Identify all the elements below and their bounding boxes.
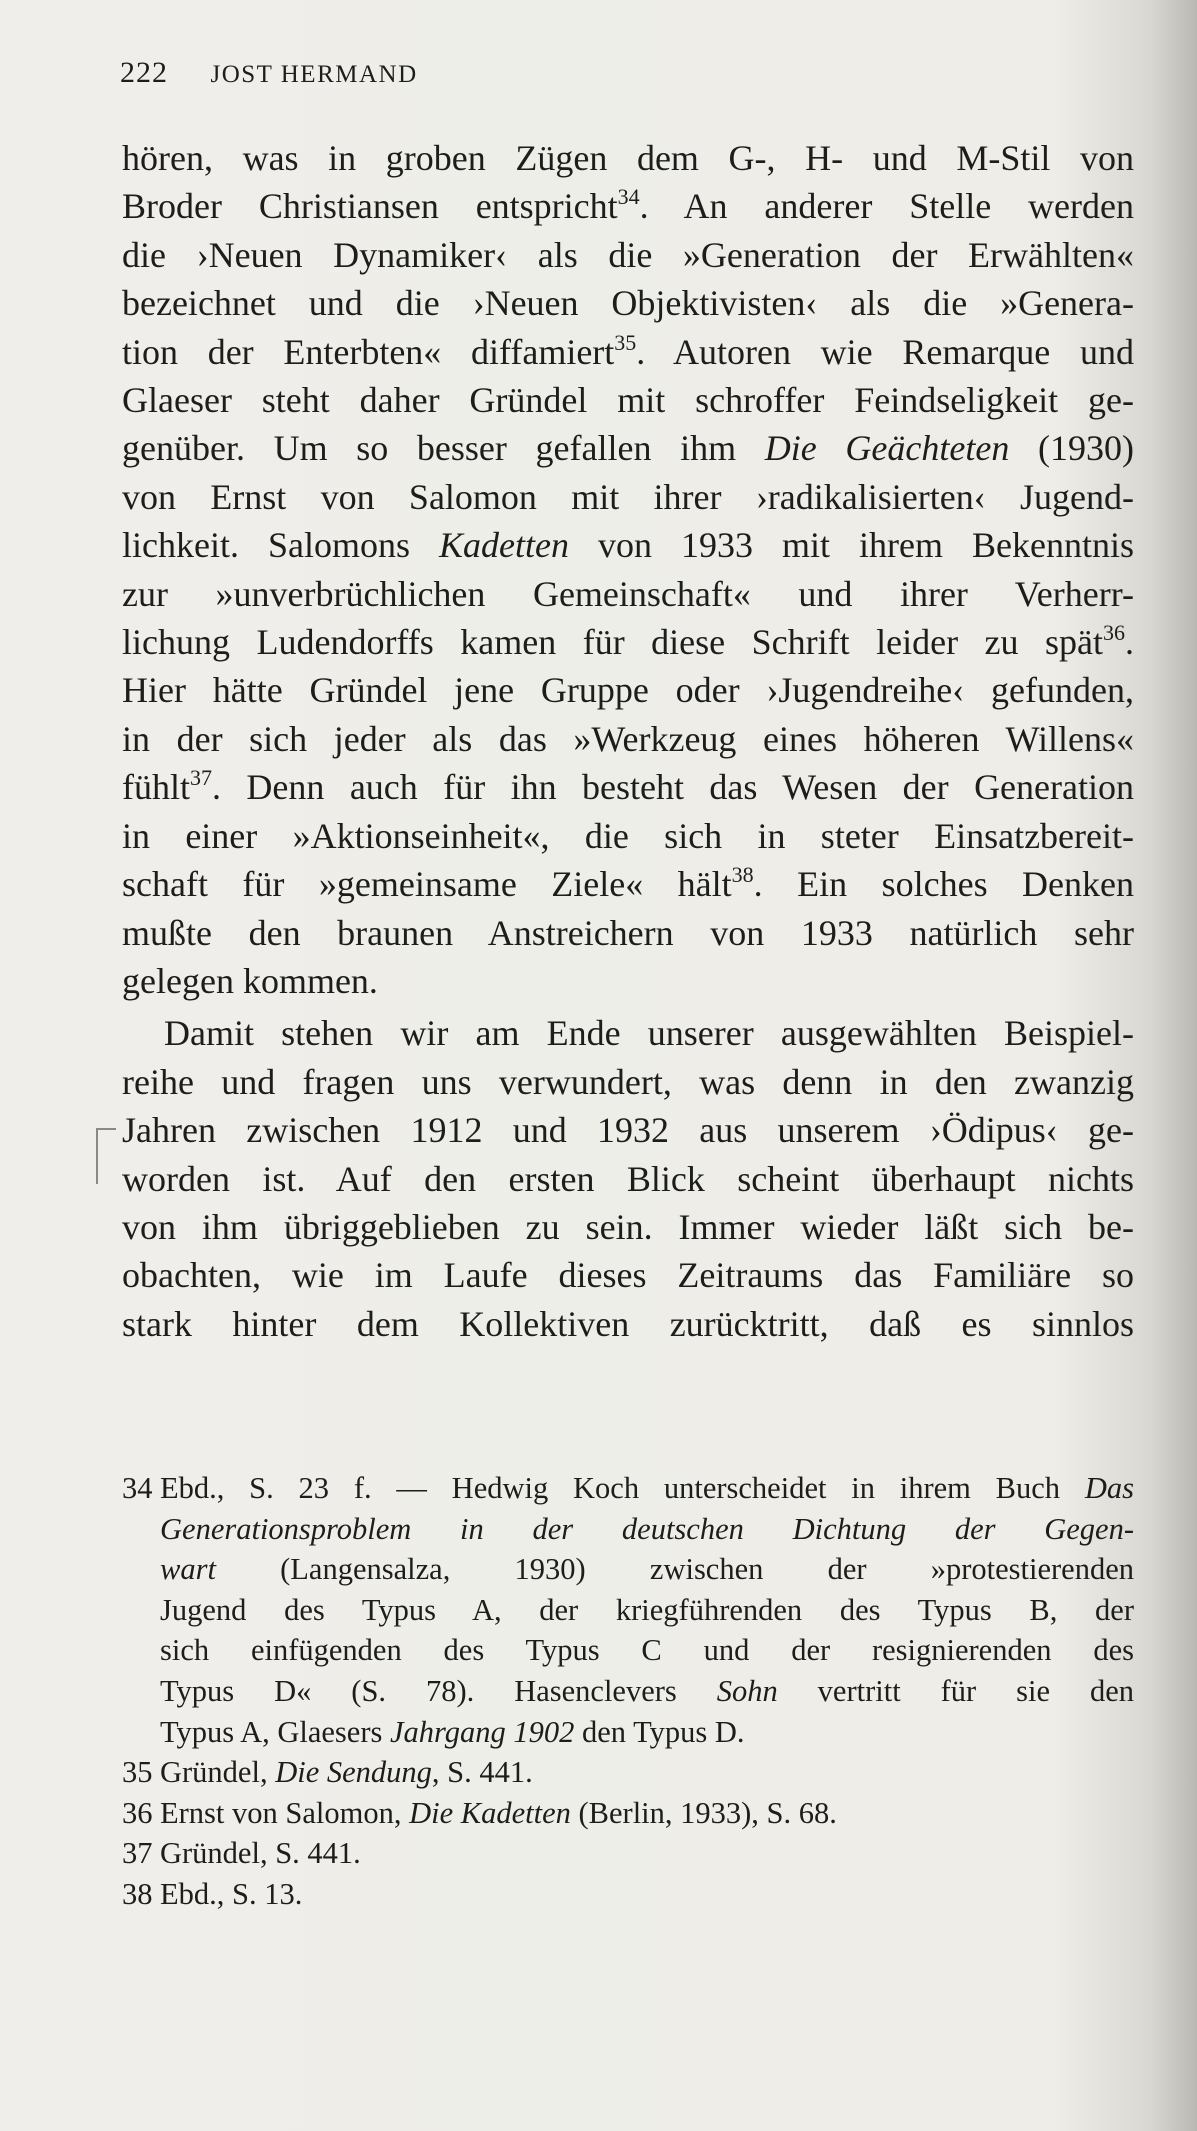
running-head (120, 56, 418, 90)
text-line: mußte den braunen Anstreichern von 1933 natürlich sehr (122, 912, 1134, 953)
footnote-35: 35 Gründel, Die Sendung, S. 441. (122, 1752, 1134, 1793)
text-line: tion der Enterbten« diffamiert$^{35}$. Autoren wie Remarque und (122, 329, 1134, 372)
text-line: lichkeit. Salomons Kadetten von 1933 mit ihrem Bekenntnis (122, 525, 1134, 566)
text-line: obachten, wie im Laufe dieses Zeitraums das Familiäre so (122, 1255, 1134, 1296)
text-line: gelegen kommen. (122, 960, 378, 1001)
text-line: zur »unverbrüchlichen Gemeinschaft« und ihrer Verherr- (122, 573, 1134, 614)
text-line: genüber. Um so besser gefallen ihm Die Geächteten (1930) (122, 428, 1134, 469)
page-number: 222 (120, 56, 168, 89)
footnote-number: 34 (122, 1471, 153, 1505)
text-line: Damit stehen wir am Ende unserer ausgewählten Beispiel- (164, 1013, 1134, 1054)
text-line: in einer »Aktionseinheit«, die sich in steter Einsatzbereit- (122, 815, 1134, 856)
text-line: Broder Christiansen entspricht$^{34}$. An anderer Stelle werden (122, 184, 1134, 227)
text-line: schaft für »gemeinsame Ziele« hält$^{38}$. Ein solches Denken (122, 862, 1134, 905)
footnote-number: 35 (122, 1755, 153, 1790)
footnote-ref: 36 (1103, 620, 1125, 646)
book-title: Kadetten (439, 525, 569, 566)
text-line: worden ist. Auf den ersten Blick scheint überhaupt nichts (122, 1158, 1134, 1199)
running-head-author: JOST HERMAND (210, 61, 418, 88)
footnote-ref: 35 (614, 329, 637, 355)
paragraph-2 (122, 1009, 1134, 1348)
text-line: die ›Neuen Dynamiker‹ als die »Generation der Erwählten« (122, 234, 1134, 275)
footnote-ref: 37 (190, 765, 212, 791)
text-line: fühlt$^{37}$. Denn auch für ihn besteht das Wesen der Generation (122, 765, 1134, 808)
text-line: bezeichnet und die ›Neuen Objektivisten‹ als die »Genera- (122, 283, 1134, 324)
footnote-36: 36 Ernst von Salomon, Die Kadetten (Berlin, 1933), S. 68. (122, 1793, 1134, 1834)
text-line: reihe und fragen uns verwundert, was denn in den zwanzig (122, 1061, 1134, 1102)
text-line: Hier hätte Gründel jene Gruppe oder ›Jugendreihe‹ gefunden, (122, 670, 1134, 711)
footnote-ref: 34 (617, 184, 640, 210)
text-line: hören, was in groben Zügen dem G-, H- und M-Stil von (122, 138, 1134, 178)
text-line: von ihm übriggeblieben zu sein. Immer wieder läßt sich be- (122, 1206, 1134, 1247)
footnote-number: 36 (122, 1795, 153, 1830)
footnotes (122, 1468, 1134, 1915)
text-line: stark hinter dem Kollektiven zurücktritt, daß es sinnlos (122, 1303, 1134, 1344)
margin-bracket-mark (96, 1128, 116, 1184)
text-line: Jahren zwischen 1912 und 1932 aus unserem ›Ödipus‹ ge- (122, 1110, 1134, 1151)
text-line: von Ernst von Salomon mit ihrer ›radikalisierten‹ Jugend- (122, 476, 1134, 517)
body-text (122, 134, 1134, 1348)
footnote-34: 34 Ebd., S. 23 f. — Hedwig Koch unterscheidet in ihrem Buch Das Generationsproblem in der deutschen Dichtung der Gegen- wart (Langensalza, 1930) zwischen der »protestierenden Jugend des Typus A, der kriegführenden des Typus B, der sich einfügenden des Typus C und der resignierenden des Typus D« (S. 78). Hasenclevers Sohn vertritt für sie den Typus A, Glaesers Jahrgang 1902 den Typus D. (122, 1468, 1134, 1752)
footnote-number: 37 (122, 1836, 153, 1871)
text-line: in der sich jeder als das »Werkzeug eines höheren Willens« (122, 718, 1134, 759)
book-title: Die Geächteten (764, 428, 1010, 469)
footnote-37: 37 Gründel, S. 441. (122, 1833, 1134, 1874)
text-line: Glaeser steht daher Gründel mit schroffer Feindseligkeit ge- (122, 380, 1134, 421)
footnote-ref: 38 (731, 862, 754, 888)
footnote-38: 38 Ebd., S. 13. (122, 1874, 1134, 1915)
text-line: lichung Ludendorffs kamen für diese Schrift leider zu spät$^{36}$. (122, 620, 1134, 663)
paragraph-1 (122, 134, 1134, 1005)
footnote-number: 38 (122, 1876, 153, 1911)
